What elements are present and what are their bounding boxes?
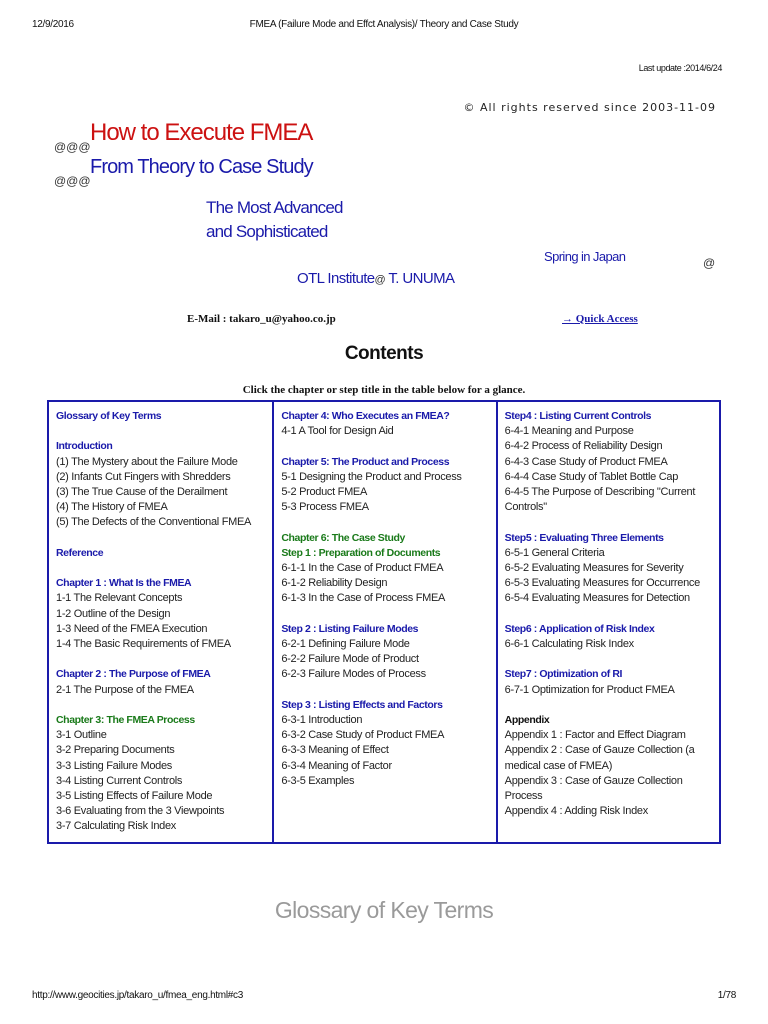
toc-item-link[interactable]: 6-3-2 Case Study of Product FMEA — [281, 729, 445, 742]
toc-group — [505, 409, 713, 515]
toc-item-link[interactable]: 2-1 The Purpose of the FMEA — [56, 683, 194, 696]
toc-item-link[interactable]: Appendix 3 : Case of Gauze Collection Process — [504, 774, 683, 803]
toc-heading-link[interactable]: Chapter 5: The Product and Process — [281, 455, 450, 468]
last-update: Last update :2014/6/24 — [638, 63, 722, 73]
toc-item-link[interactable]: 3-6 Evaluating from the 3 Viewpoints — [56, 805, 225, 818]
author: T. UNUMA — [388, 270, 455, 287]
toc-item-link[interactable]: 5-3 Process FMEA — [281, 501, 369, 514]
toc-item-link[interactable]: 6-7-1 Optimization for Product FMEA — [504, 683, 675, 696]
toc-group — [281, 455, 489, 516]
toc-item-link[interactable]: Appendix 4 : Adding Risk Index — [504, 805, 648, 818]
toc-group — [56, 667, 266, 697]
toc-heading-link[interactable]: Chapter 1 : What Is the FMEA — [56, 577, 192, 590]
toc-item-link[interactable]: 5-2 Product FMEA — [281, 486, 368, 498]
toc-item-link[interactable]: 6-1-3 In the Case of Process FMEA — [281, 592, 446, 605]
toc-item-link[interactable]: 3-2 Preparing Documents — [56, 744, 175, 757]
toc-group — [505, 667, 713, 697]
toc-column — [496, 402, 719, 842]
toc-group — [281, 698, 489, 789]
toc-item-link[interactable]: (5) The Defects of the Conventional FMEA — [56, 516, 252, 529]
toc-item-link[interactable]: (3) The True Cause of the Derailment — [56, 486, 228, 498]
institute-name: OTL Institute — [297, 270, 375, 287]
toc-group — [505, 713, 713, 819]
toc-heading-link[interactable]: Step 3 : Listing Effects and Factors — [281, 698, 443, 711]
contents-heading: Contents — [344, 343, 424, 364]
email[interactable]: E-Mail : takaro_u@yahoo.co.jp — [187, 313, 336, 325]
page-title: How to Execute FMEA — [90, 119, 313, 146]
toc-item-link[interactable]: 3-5 Listing Effects of Failure Mode — [56, 790, 213, 802]
toc-item-link[interactable]: 5-1 Designing the Product and Process — [281, 470, 462, 483]
toc-item-link[interactable]: 6-5-4 Evaluating Measures for Detection — [504, 592, 690, 605]
print-page-number: 1/78 — [717, 990, 736, 1001]
section-heading-glossary: Glossary of Key Terms — [274, 897, 494, 923]
toc-item-link[interactable]: Appendix 1 : Factor and Effect Diagram — [504, 729, 686, 742]
tagline-2: and Sophisticated — [206, 222, 328, 241]
spring-label: Spring in Japan — [544, 249, 626, 264]
print-url: http://www.geocities.jp/takaro_u/fmea_eng.html#c3 — [32, 990, 243, 1001]
toc-group — [56, 439, 266, 530]
toc-item-link[interactable]: 3-3 Listing Failure Modes — [56, 759, 173, 772]
toc-group — [56, 576, 266, 652]
toc-heading-link[interactable]: Glossary of Key Terms — [56, 410, 162, 422]
toc-heading-link[interactable]: Chapter 4: Who Executes an FMEA? — [281, 410, 450, 422]
copyright: © All rights reserved since 2003-11-09 — [463, 101, 716, 114]
print-date: 12/9/2016 — [32, 19, 74, 30]
print-title: FMEA (Failure Mode and Effct Analysis)/ Theory and Case Study — [249, 19, 519, 30]
contents-table — [47, 400, 721, 844]
institute — [297, 270, 454, 287]
toc-item-link[interactable]: 6-3-1 Introduction — [281, 714, 363, 726]
toc-group — [56, 546, 266, 561]
toc-item-link[interactable]: 3-1 Outline — [56, 729, 107, 742]
toc-heading-link[interactable]: Introduction — [56, 440, 113, 453]
toc-item-link[interactable]: 6-4-2 Process of Reliability Design — [504, 440, 663, 453]
toc-group — [505, 531, 713, 607]
toc-item-link[interactable]: 6-4-1 Meaning and Purpose — [504, 425, 634, 438]
toc-item-link[interactable]: (4) The History of FMEA — [56, 501, 168, 514]
toc-item-link[interactable]: 1-3 Need of the FMEA Execution — [56, 622, 208, 635]
toc-heading-link[interactable]: Chapter 3: The FMEA Process — [56, 713, 195, 726]
toc-group — [281, 409, 489, 439]
toc-heading-link[interactable]: Chapter 2 : The Purpose of FMEA — [56, 668, 211, 681]
toc-item-link[interactable]: 3-7 Calculating Risk Index — [56, 820, 176, 833]
toc-item-link[interactable]: 6-3-5 Examples — [281, 774, 355, 787]
contents-hint: Click the chapter or step title in the table below for a glance. — [242, 384, 526, 396]
toc-item-link[interactable]: 6-2-2 Failure Mode of Product — [281, 653, 419, 666]
institute-at: @ — [374, 274, 386, 286]
toc-item-link[interactable]: 6-5-3 Evaluating Measures for Occurrence — [504, 577, 700, 590]
toc-subheading-link[interactable]: Step 1 : Preparation of Documents — [281, 546, 441, 559]
toc-item-link[interactable]: 6-5-2 Evaluating Measures for Severity — [504, 562, 684, 575]
toc-group — [56, 409, 266, 424]
toc-heading-link[interactable]: Appendix — [504, 714, 550, 726]
toc-item-link[interactable]: 6-5-1 General Criteria — [504, 546, 605, 559]
toc-item-link[interactable]: 6-2-1 Defining Failure Mode — [281, 638, 410, 650]
toc-group — [56, 713, 266, 835]
toc-column — [49, 402, 272, 842]
toc-item-link[interactable]: 6-4-4 Case Study of Tablet Bottle Cap — [504, 470, 679, 483]
toc-item-link[interactable]: 6-6-1 Calculating Risk Index — [504, 638, 634, 651]
toc-heading-link[interactable]: Step4 : Listing Current Controls — [504, 410, 652, 422]
toc-heading-link[interactable]: Step5 : Evaluating Three Elements — [504, 531, 664, 544]
spring-at: @ — [703, 256, 716, 270]
toc-heading-link[interactable]: Step7 : Optimization of RI — [504, 668, 623, 681]
toc-item-link[interactable]: 6-1-2 Reliability Design — [281, 577, 388, 590]
toc-item-link[interactable]: 6-3-4 Meaning of Factor — [281, 759, 392, 772]
toc-item-link[interactable]: 3-4 Listing Current Controls — [56, 774, 183, 787]
toc-heading-link[interactable]: Step6 : Application of Risk Index — [504, 622, 655, 635]
toc-item-link[interactable]: 1-4 The Basic Requirements of FMEA — [56, 638, 231, 650]
toc-item-link[interactable]: 6-2-3 Failure Modes of Process — [281, 668, 426, 681]
toc-group — [281, 622, 489, 683]
toc-item-link[interactable]: 1-2 Outline of the Design — [56, 607, 171, 620]
toc-item-link[interactable]: 4-1 A Tool for Design Aid — [281, 425, 394, 438]
toc-heading-link[interactable]: Chapter 6: The Case Study — [281, 531, 405, 544]
toc-column — [272, 402, 495, 842]
toc-item-link[interactable]: Appendix 2 : Case of Gauze Collection (a medical case of FMEA) — [504, 744, 695, 772]
quick-access-link[interactable]: → Quick Access — [562, 313, 638, 325]
toc-group — [505, 622, 713, 652]
toc-item-link[interactable]: 6-1-1 In the Case of Product FMEA — [281, 562, 444, 574]
toc-item-link[interactable]: 6-3-3 Meaning of Effect — [281, 744, 389, 757]
toc-item-link[interactable]: (2) Infants Cut Fingers with Shredders — [56, 470, 231, 483]
title-marker: @@@ — [54, 140, 91, 154]
toc-group — [281, 531, 489, 607]
toc-item-link[interactable]: 1-1 The Relevant Concepts — [56, 592, 183, 605]
toc-item-link[interactable]: 6-4-5 The Purpose of Describing "Current Controls" — [504, 486, 696, 514]
toc-heading-link[interactable]: Reference — [56, 546, 104, 559]
page-subtitle: From Theory to Case Study — [90, 156, 313, 178]
title-marker: @@@ — [54, 174, 91, 188]
toc-item-link[interactable]: 6-4-3 Case Study of Product FMEA — [504, 455, 668, 468]
toc-item-link[interactable]: (1) The Mystery about the Failure Mode — [56, 455, 238, 468]
toc-heading-link[interactable]: Step 2 : Listing Failure Modes — [281, 622, 419, 635]
tagline-1: The Most Advanced — [206, 198, 343, 217]
